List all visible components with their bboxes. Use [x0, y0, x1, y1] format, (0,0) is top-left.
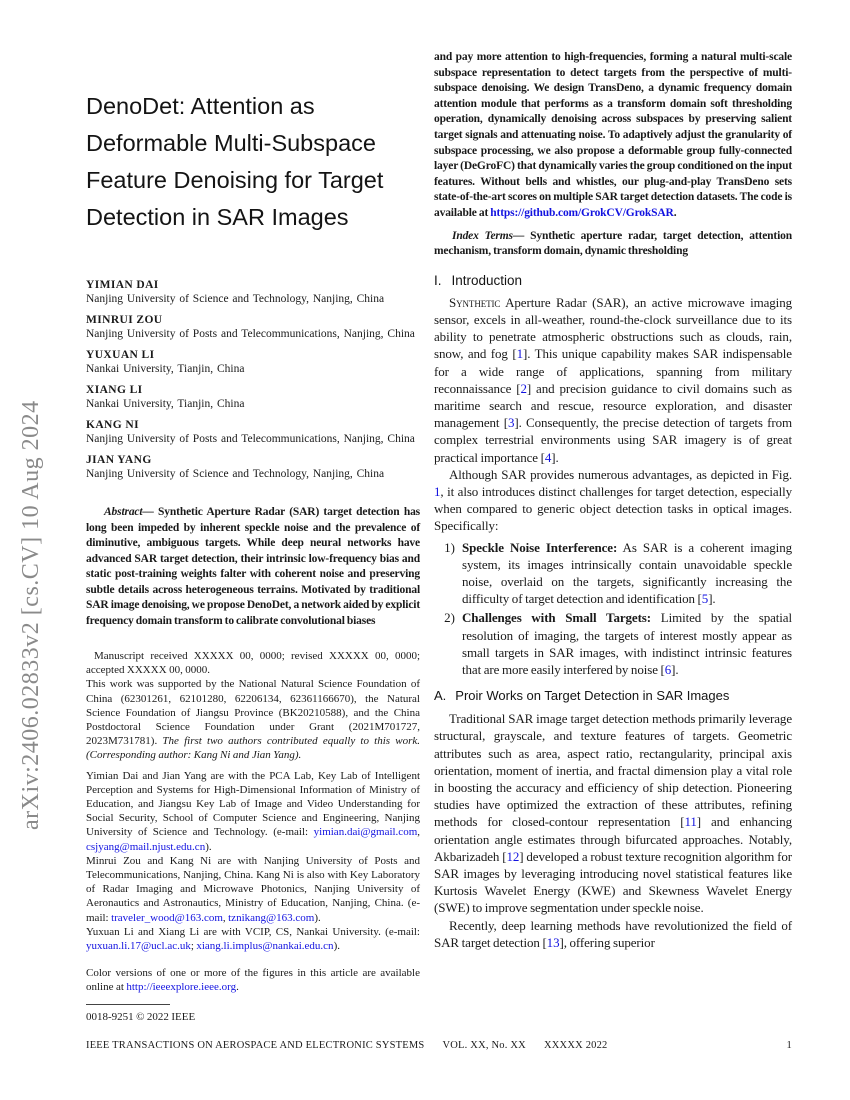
text-segment: ,	[417, 826, 420, 839]
author-affiliation: Nankai University, Tianjin, China	[86, 363, 245, 375]
issn-line: 0018-9251 © 2022 IEEE	[86, 1010, 196, 1023]
text-segment: Synthetic Aperture Radar (SAR) target detection has long been impeded by inherent speckle noise and the prevalence of diminutive, ambiguous targets. While deep neural networks have advanced SAR target detection, their intrinsic low-frequency bias and static post-training weights falter with coherent noise and preserving subtle details across heterogeneous terrains. Motivated by traditional SAR image denoising, we propose DenoDet, a network aided by explicit frequency domain transform to calibrate convolutional biases	[86, 506, 420, 627]
text-segment: Synthetic	[449, 294, 501, 310]
intro-paragraph-2	[434, 466, 792, 535]
author-name: JIAN YANG	[86, 454, 152, 466]
abstract-continuation	[434, 50, 792, 222]
index-terms	[434, 229, 792, 260]
text-segment: Although SAR provides numerous advantages, as depicted in Fig.	[449, 466, 792, 482]
footnote-block	[86, 649, 420, 1024]
text-segment: ].	[671, 661, 679, 677]
text-segment: .	[673, 206, 677, 219]
email-link-traveler-wood[interactable]: traveler_wood@163.com	[111, 911, 223, 924]
github-link[interactable]: https://github.com/GrokCV/GrokSAR	[490, 206, 674, 219]
deep-learning-paragraph	[434, 917, 792, 951]
text-segment: and pay more attention to high-frequencies, forming a natural multi-scale subspace representation to detect targets from the perspective of multi-subspace denoising. We design TransDeno, a dynamic frequency domain attention module that performs as a transform domain soft thresholding operation, dynamically denoising across subspaces by preserving salient target signals and attenuating noise. To adaptively adjust the granularity of subspace processing, we also propose a deformable group fully-connected layer (DeGroFC) that dynamically varies the group conditioned on the input features. Without bells and whistles, our plug-and-play TransDeno sets state-of-the-art scores on multiple SAR target detection datasets. The code is available at	[434, 51, 792, 219]
subsection-title: Proir Works on Target Detection in SAR Images	[455, 688, 730, 704]
text-segment: Speckle Noise Interference:	[462, 539, 618, 555]
citation-13[interactable]: 13	[546, 934, 560, 950]
footer-date: XXXXX 2022	[543, 1040, 608, 1051]
footnote-color-versions	[86, 966, 420, 994]
text-segment: ).	[205, 840, 212, 853]
citation-12[interactable]: 12	[506, 848, 520, 864]
author-block	[86, 278, 420, 481]
citation-5[interactable]: 5	[701, 591, 709, 607]
footnote-divider	[86, 1004, 170, 1005]
list-item-number: 2)	[444, 610, 455, 626]
author-affiliation: Nanjing University of Posts and Telecommunications, Nanjing, China	[86, 433, 415, 445]
author-entry	[86, 278, 420, 306]
prior-works-paragraph	[434, 710, 792, 916]
challenges-list	[434, 539, 792, 679]
author-name: YUXUAN LI	[86, 349, 155, 361]
abstract-paragraph	[86, 505, 420, 629]
text-segment: ] and enhancing orientation angle estimates through bifurcated approaches. Notably, Akbarizadeh [	[434, 814, 792, 864]
text-segment: As SAR is a coherent imaging system, its images intrinsically contain unavoidable speckle noise, overlaid on the targets, significantly increasing the difficulty of target detection and identification [	[462, 539, 792, 607]
footnote-affil-zou-ni	[86, 854, 420, 925]
section-title: Introduction	[451, 272, 523, 288]
text-segment: The first two authors contributed equally to this work. (Corresponding author: Kang Ni and Jian Yang).	[86, 735, 420, 762]
text-segment: Aperture Radar (SAR), an active microwave imaging sensor, excels in all-weather, round-the-clock surveillance due to its ability to penetrate atmospheric obstructions such as clouds, rain, snow, and fog [	[434, 294, 792, 362]
title-line: DenoDet: Attention as	[86, 93, 315, 119]
footnote-affil-dai-yang	[86, 769, 420, 854]
text-segment: Abstract—	[104, 506, 154, 518]
author-entry	[86, 348, 420, 376]
author-affiliation: Nanjing University of Science and Technology, Nanjing, China	[86, 293, 385, 305]
text-segment: Challenges with Small Targets:	[462, 610, 651, 626]
list-item-number: 1)	[444, 539, 455, 555]
text-segment: Minrui Zou and Kang Ni are with Nanjing University of Posts and Telecommunications, Nanjing, China. Kang Ni is also with Key Laboratory of Radar Imaging and Microwave Photonics, Nanjing University of Aeronautics and Astronautics, Ministry of Education, Nanjing, China. (e-mail:	[86, 854, 420, 924]
text-segment: Color versions of one or more of the figures in this article are available online at	[86, 967, 420, 994]
author-entry	[86, 453, 420, 481]
text-segment: ] developed a robust texture recognition algorithm for SAR images by leveraging introducing novel statistical features like Kurtosis Wavelet Energy (KWE) and Skewness Wavelet Energy (SWE) to improve segmentation under speckle noise.	[434, 848, 792, 916]
author-entry	[86, 313, 420, 341]
figure-1-ref[interactable]: 1	[434, 483, 441, 499]
footnote-manuscript	[86, 649, 420, 677]
list-item	[434, 539, 792, 608]
citation-4[interactable]: 4	[544, 449, 552, 465]
left-column	[86, 0, 420, 1024]
footnote-funding	[86, 677, 420, 762]
text-segment: ] and precision guidance to civil domains such as maritime search and rescue, resource exploration, and disaster management [	[434, 380, 792, 431]
text-segment: Index Terms—	[452, 229, 525, 242]
text-segment: ,	[222, 911, 229, 924]
text-segment: ].	[551, 449, 559, 465]
list-item-text	[462, 539, 792, 608]
citation-2[interactable]: 2	[520, 380, 527, 396]
email-link-yuxuan[interactable]: yuxuan.li.17@ucl.ac.uk	[86, 940, 191, 953]
page-title	[86, 88, 420, 236]
text-segment: ], offering superior	[559, 934, 655, 950]
citation-3[interactable]: 3	[507, 415, 515, 431]
footnote-affil-li-li	[86, 925, 420, 953]
title-line: Feature Denoising for Target	[86, 167, 384, 193]
section-heading-introduction	[434, 273, 792, 288]
text-segment: ;	[190, 940, 197, 953]
email-link-tznikang[interactable]: tznikang@163.com	[228, 911, 315, 924]
text-segment: Yimian Dai and Jian Yang are with the PCA Lab, Key Lab of Intelligent Perception and Systems for High-Dimensional Information of Ministry of Education, and Jiangsu Key Lab of Image and Video Understanding for Social Security, School of Computer Science and Engineering, Nanjing University of Science and Technology. (e-mail:	[86, 769, 420, 839]
text-segment: ].	[708, 591, 716, 607]
email-link-xiang[interactable]: xiang.li.implus@nankai.edu.cn	[196, 940, 334, 953]
text-segment: ).	[333, 940, 340, 953]
intro-paragraph-1	[434, 294, 792, 466]
text-segment: Yuxuan Li and Xiang Li are with VCIP, CS, Nankai University. (e-mail:	[86, 925, 420, 938]
subsection-heading-a	[434, 688, 792, 703]
page-footer	[86, 1040, 792, 1051]
title-line: Detection in SAR Images	[86, 204, 349, 230]
author-name: KANG NI	[86, 419, 139, 431]
text-segment: This work was supported by the National Natural Science Foundation of China (62301261, 62101280, 62206134, 62361166670), the Natural Science Foundation of Jiangsu Province (BK20210588), and the China Postdoctoral Science Foundation under Grant (2021M701727, 2023M731781).	[86, 678, 420, 748]
citation-1[interactable]: 1	[516, 346, 523, 362]
text-segment: ).	[314, 911, 321, 924]
email-link-yimian[interactable]: yimian.dai@gmail.com	[313, 826, 418, 839]
list-item	[434, 609, 792, 678]
author-entry	[86, 383, 420, 411]
text-segment: .	[236, 981, 239, 994]
citation-11[interactable]: 11	[684, 814, 697, 830]
text-segment: Manuscript received XXXXX 00, 0000; revised XXXXX 00, 0000; accepted XXXXX 00, 0000.	[86, 650, 420, 677]
ieeexplore-link[interactable]: http://ieeexplore.ieee.org	[126, 981, 237, 994]
page-number: 1	[786, 1040, 792, 1051]
section-number: I.	[434, 272, 442, 288]
email-link-csjyang[interactable]: csjyang@mail.njust.edu.cn	[86, 840, 206, 853]
author-entry	[86, 418, 420, 446]
list-item-text	[462, 609, 792, 678]
text-segment: ]. This unique capability makes SAR indispensable for a wide range of applications, spanning from military reconnaissance [	[434, 346, 792, 396]
author-name: YIMIAN DAI	[86, 279, 159, 291]
footer-journal: IEEE TRANSACTIONS ON AEROSPACE AND ELECTRONIC SYSTEMS	[86, 1040, 425, 1051]
title-line: Deformable Multi-Subspace	[86, 130, 376, 156]
text-segment: Recently, deep learning methods have revolutionized the field of SAR target detection [	[434, 917, 792, 950]
text-segment: , it also introduces distinct challenges for target detection, especially when compared to generic object detection tasks in optical images. Specifically:	[434, 483, 792, 534]
author-name: XIANG LI	[86, 384, 143, 396]
text-segment: Traditional SAR image target detection methods primarily leverage structural, grayscale, and texture features of targets. Geometric attributes such as area, aspect ratio, rectangularity, principal axis orientation, moment of inertia, and fractal dimension play a vital role in boosting the accuracy and efficiency of ship detection. Pioneering studies have optimized the extraction of these attributes, refining methods for closed-contour representation [	[434, 711, 792, 830]
author-affiliation: Nanjing University of Posts and Telecommunications, Nanjing, China	[86, 328, 415, 340]
text-segment: ]. Consequently, the precise detection of targets from complex terrestrial environments using SAR imagery is of great practical importance [	[434, 415, 792, 465]
author-name: MINRUI ZOU	[86, 314, 163, 326]
author-affiliation: Nanjing University of Science and Technology, Nanjing, China	[86, 468, 385, 480]
text-segment: Limited by the spatial resolution of imaging, the targets of interest mostly appear as small targets in SAR images, with indistinct intrinsic features that are more easily interfered by noise [	[462, 610, 792, 677]
text-segment: Synthetic aperture radar, target detection, attention mechanism, transform domain, dynamic thresholding	[434, 229, 792, 258]
citation-6[interactable]: 6	[664, 661, 672, 677]
subsection-number: A.	[434, 688, 447, 704]
footer-volume: VOL. XX, No. XX	[442, 1040, 526, 1051]
arxiv-banner: arXiv:2406.02833v2 [cs.CV] 10 Aug 2024	[18, 400, 44, 830]
right-column	[434, 0, 792, 951]
author-affiliation: Nankai University, Tianjin, China	[86, 398, 245, 410]
